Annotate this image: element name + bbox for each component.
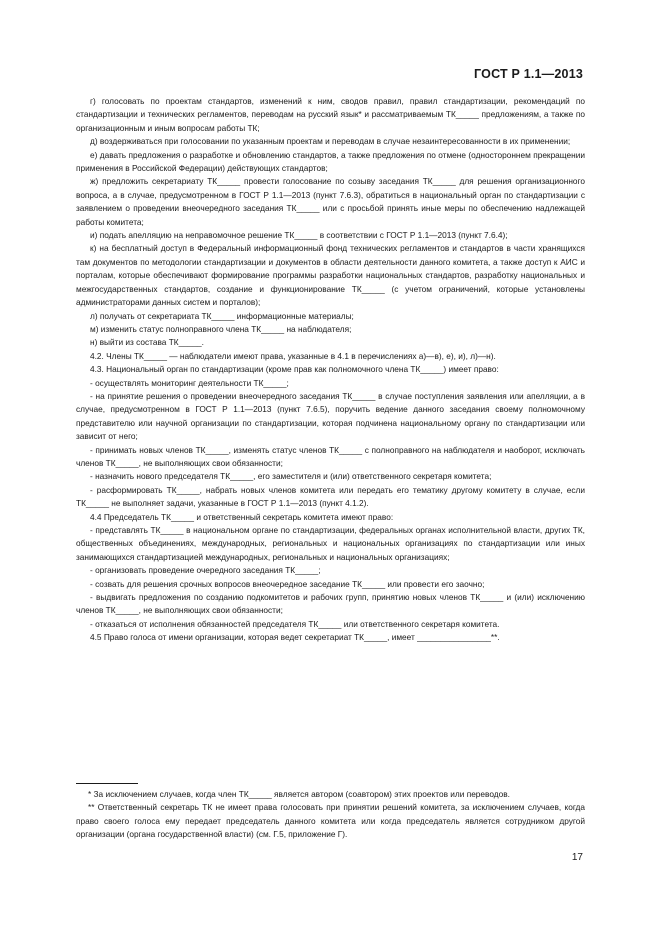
paragraph: - назначить нового председателя ТК_____, его заместителя и (или) ответственного секретаря комитета; (90, 471, 492, 482)
paragraph: е) давать предложения о разработке и обновлению стандартов, а также предложения по отмене (одностороннем прекращении применения в Российской Федерации) действующих стандартов; (76, 149, 585, 174)
paragraph: м) изменить статус полноправного члена ТК_____ на наблюдателя; (90, 323, 352, 334)
paragraph: 4.3. Национальный орган по стандартизации (кроме прав как полномочного члена ТК_____) имеет право: (90, 364, 499, 375)
paragraph: - осуществлять мониторинг деятельности ТК_____; (90, 377, 289, 388)
paragraph: - организовать проведение очередного заседания ТК_____; (90, 565, 321, 576)
paragraph: 4.4 Председатель ТК_____ и ответственный секретарь комитета имеют право: (90, 511, 394, 522)
paragraph: - представлять ТК_____ в национальном органе по стандартизации, федеральных органах исполнительной власти, других ТК, общественных объединениях, международных, региональных и национальных организациях по стандартизации или иных занимающихся стандартизацией международных, региональных и национальных организациях; (76, 525, 585, 562)
paragraph: - расформировать ТК_____, набрать новых членов комитета или передать его тематику другому комитету в случае, если ТК_____ не выполняет задачи, указанные в ГОСТ Р 1.1—2013 (пункт 4.1.2). (76, 484, 585, 509)
paragraph: к) на бесплатный доступ в Федеральный информационный фонд технических регламентов и стандартов в части хранящихся там документов по методологии стандартизации и документов в области деятельности данного комитета, а также доступ к АИС и порталам, которые обеспечивают формирование программы разработки национальных стандартов, разработку национальных и межгосударственных стандартов, создание и функционирование ТК_____ (с учетом ограничений, которые установлены администраторами данных систем и порталов); (76, 243, 585, 308)
footnote-divider (76, 783, 138, 784)
footnote: ** Ответственный секретарь ТК не имеет права голосовать при принятии решений комитета, за исключением случаев, когда право своего голоса ему передает председатель данного комитета или когда председатель является сотрудником другой организации (органа государственной власти) (см. Г.5, приложение Г). (76, 802, 585, 840)
paragraph: ж) предложить секретариату ТК_____ провести голосование по созыву заседания ТК_____ для решения организационного вопроса, а в случае, предусмотренном в ГОСТ Р 1.1—2013 (пункт 7.6.3), обратиться в национальный орган по стандартизации с заявлением о проведении внеочередного заседания ТК_____ или с просьбой принять иные меры по обеспечению надлежащей работы комитета; (76, 176, 585, 227)
body-text (76, 95, 585, 645)
paragraph: - отказаться от исполнения обязанностей председателя ТК_____ или ответственного секретаря комитета. (90, 618, 500, 629)
paragraph: - принимать новых членов ТК_____, изменять статус членов ТК_____ с полноправного на наблюдателя и наоборот, исключать членов ТК_____, не выполняющих свои обязанности; (76, 444, 585, 468)
paragraph: л) получать от секретариата ТК_____ информационные материалы; (90, 310, 354, 321)
footnotes (76, 783, 585, 842)
paragraph: 4.2. Члены ТК_____ — наблюдатели имеют права, указанные в 4.1 в перечислениях а)—в), е), и), л)—н). (90, 350, 496, 361)
footnote: * За исключением случаев, когда член ТК_____ является автором (соавтором) этих проектов или переводов. (88, 789, 510, 799)
page-number: 17 (571, 852, 583, 863)
paragraph: н) выйти из состава ТК_____. (90, 337, 204, 348)
paragraph: г) голосовать по проектам стандартов, изменений к ним, сводов правил, правил стандартизации, рекомендаций по стандартизации и технических регламентов, переводам на русский язык* и рассматриваемым ТК_____ предложениям, а также по организационным и иным вопросам работы ТК; (76, 96, 585, 133)
paragraph: д) воздерживаться при голосовании по указанным проектам и переводам в случае незаинтересованности в их применении; (90, 136, 571, 147)
paragraph: и) подать апелляцию на неправомочное решение ТК_____ в соответствии с ГОСТ Р 1.1—2013 (пункт 7.6.4); (90, 230, 508, 241)
paragraph: - созвать для решения срочных вопросов внеочередное заседание ТК_____ или провести его заочно; (90, 578, 485, 589)
paragraph: - выдвигать предложения по созданию подкомитетов и рабочих групп, принятию новых членов ТК_____ и (или) исключению членов ТК_____, не выполняющих свои обязанности; (76, 592, 585, 616)
document-header: ГОСТ Р 1.1—2013 (474, 67, 583, 81)
paragraph: 4.5 Право голоса от имени организации, которая ведет секретариат ТК_____, имеет ________________**. (90, 632, 500, 643)
paragraph: - на принятие решения о проведении внеочередного заседания ТК_____ в случае поступления заявления или апелляции, а в случае, предусмотренном в ГОСТ Р 1.1—2013 (пункт 7.6.5), поручить ведение данного заседания своему полномочному представителю или научной организации по стандартизации, которая подчинена национальному органу по стандартизации или зависит от него; (76, 390, 585, 442)
